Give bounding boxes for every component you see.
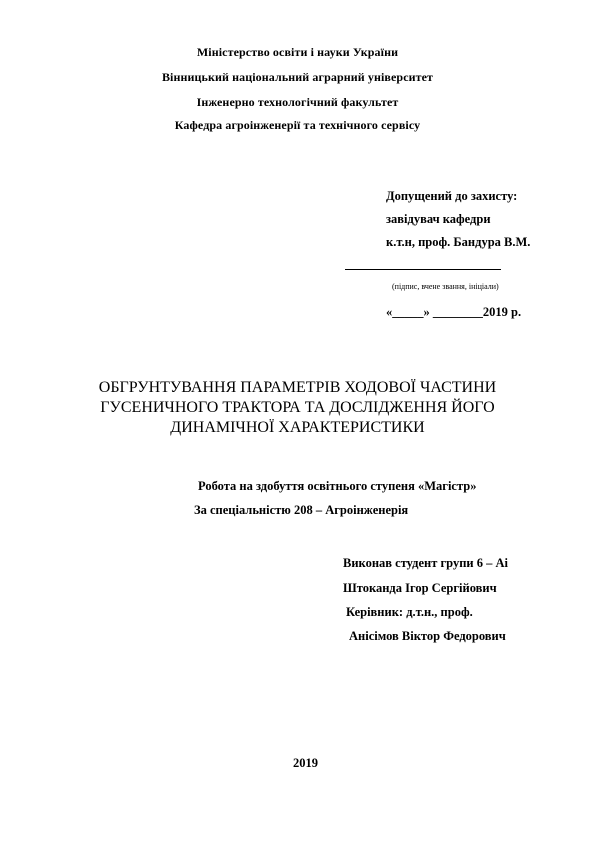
degree-line: Робота на здобуття освітнього ступеня «Магістр» — [198, 479, 477, 493]
supervisor-title: Керівник: д.т.н., проф. — [346, 605, 473, 619]
department-line: Кафедра агроінженерії та технічного сервісу — [174, 118, 421, 132]
signature-caption: (підпис, вчене звання, ініціали) — [392, 282, 499, 291]
student-name: Штоканда Ігор Сергійович — [343, 581, 497, 595]
approval-admitted: Допущений до захисту: — [386, 189, 518, 203]
approval-name: к.т.н, проф. Бандура В.М. — [386, 235, 531, 249]
approval-date: «_____» ________2019 р. — [386, 305, 522, 319]
student-group: Виконав студент групи 6 – Аі — [343, 556, 508, 570]
ministry-line: Міністерство освіти і науки України — [196, 45, 399, 59]
signature-line — [345, 269, 501, 270]
thesis-title-line1: ОБГРУНТУВАННЯ ПАРАМЕТРІВ ХОДОВОЇ ЧАСТИНИ — [98, 379, 497, 396]
supervisor-name: Анісімов Віктор Федорович — [349, 629, 506, 643]
specialty-line: За спеціальністю 208 – Агроінженерія — [194, 503, 409, 517]
faculty-line: Інженерно технологічний факультет — [196, 95, 399, 109]
thesis-title-line2: ГУСЕНИЧНОГО ТРАКТОРА ТА ДОСЛІДЖЕННЯ ЙОГО — [100, 399, 495, 416]
year: 2019 — [293, 756, 318, 770]
approval-head: завідувач кафедри — [386, 212, 491, 226]
thesis-title-line3: ДИНАМІЧНОЇ ХАРАКТЕРИСТИКИ — [170, 419, 425, 436]
university-line: Вінницький національний аграрний університет — [161, 70, 434, 84]
